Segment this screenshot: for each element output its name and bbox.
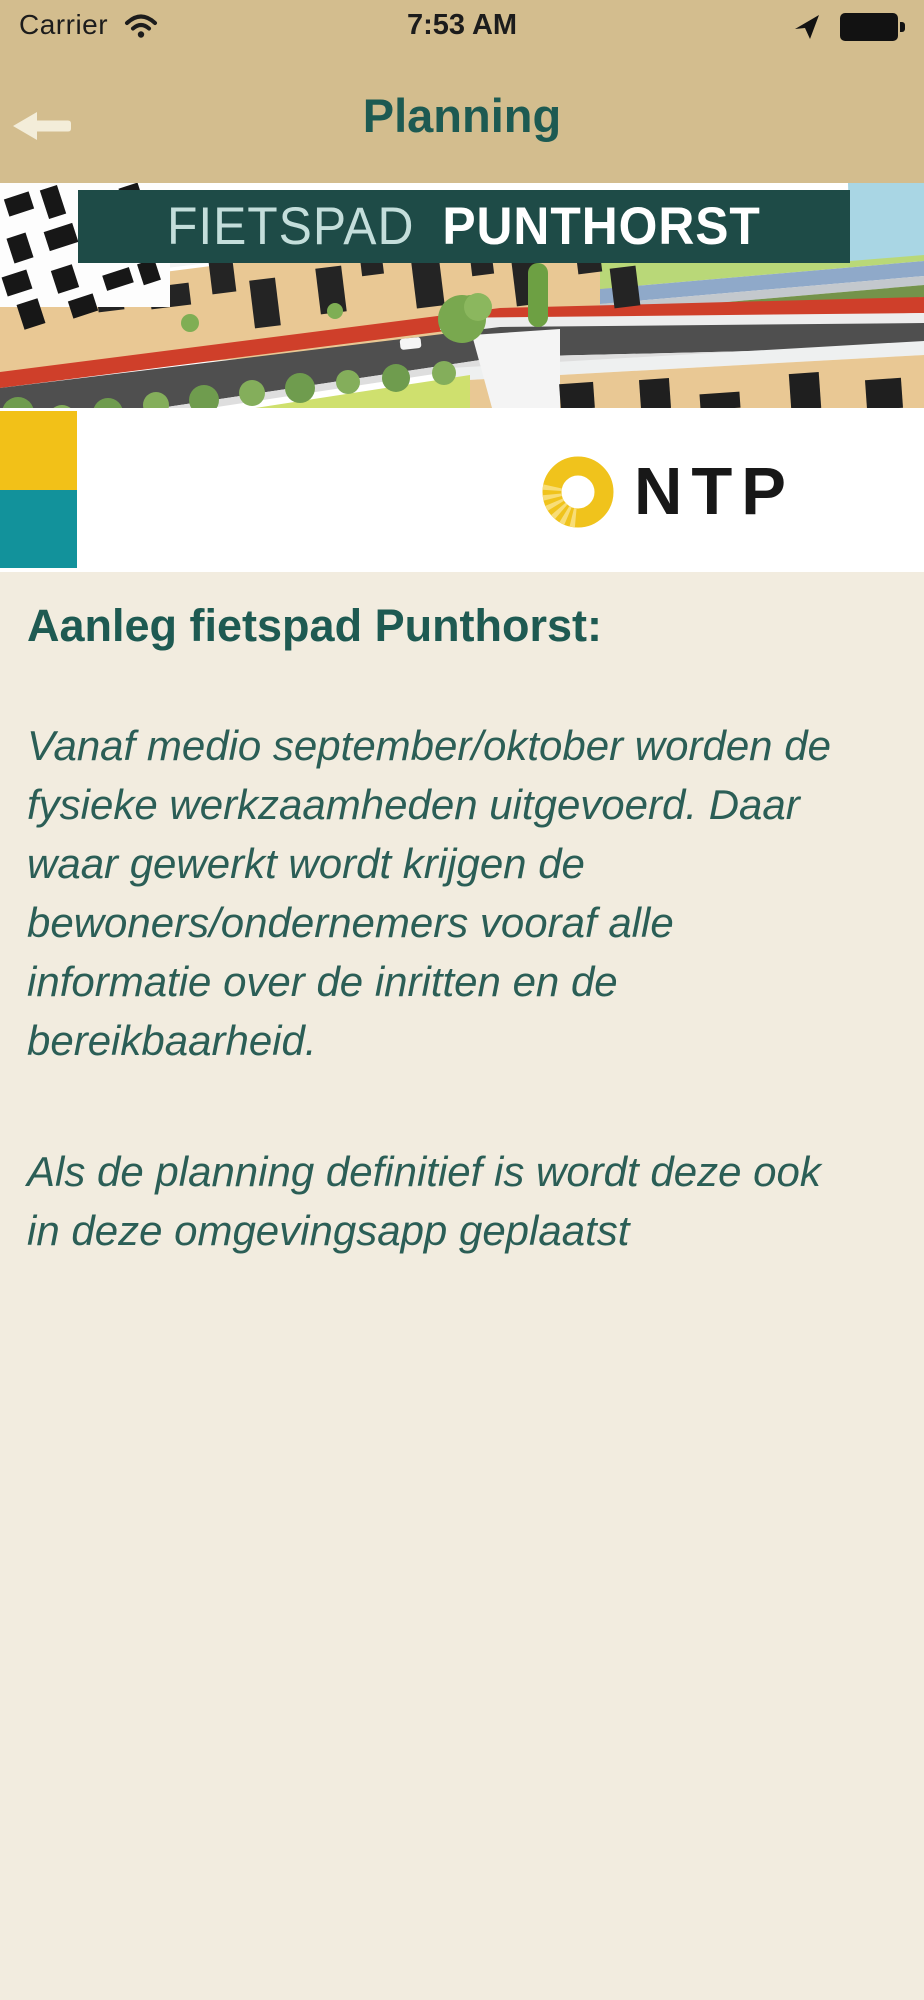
content-area (0, 572, 924, 2000)
accent-square-teal (0, 490, 77, 568)
banner-text-regular: FIETSPAD (167, 197, 415, 256)
location-arrow-icon (793, 13, 821, 46)
body-line: waar gewerkt wordt krijgen de (27, 840, 585, 887)
paragraph-2 (27, 1142, 897, 1260)
logo-strip (0, 408, 924, 572)
paragraph-1 (27, 716, 897, 1070)
accent-square-yellow (0, 411, 77, 490)
clock-label: 7:53 AM (406, 9, 518, 41)
body-line: informatie over de inritten en de (27, 958, 618, 1005)
ntp-wordmark: NTP (634, 454, 795, 529)
body-line: fysieke werkzaamheden uitgevoerd. Daar (27, 781, 800, 828)
ntp-logo (540, 453, 795, 530)
section-heading: Aanleg fietspad Punthorst: (27, 600, 603, 651)
status-bar (0, 0, 924, 52)
body-line: bereikbaarheid. (27, 1017, 317, 1064)
body-line: bewoners/ondernemers vooraf alle (27, 899, 674, 946)
body-line: Vanaf medio september/oktober worden de (27, 722, 831, 769)
header (0, 0, 924, 183)
hero-banner (78, 190, 850, 263)
body-line: in deze omgevingsapp geplaatst (27, 1207, 630, 1254)
hero-image (0, 183, 924, 408)
banner-text-bold: PUNTHORST (442, 197, 761, 256)
body-line: Als de planning definitief is wordt deze ook (27, 1148, 821, 1195)
nav-bar (0, 52, 924, 183)
page-title: Planning (362, 89, 562, 142)
ntp-ring-icon (540, 454, 616, 530)
battery-icon (840, 13, 906, 41)
carrier-label: Carrier (19, 9, 109, 40)
